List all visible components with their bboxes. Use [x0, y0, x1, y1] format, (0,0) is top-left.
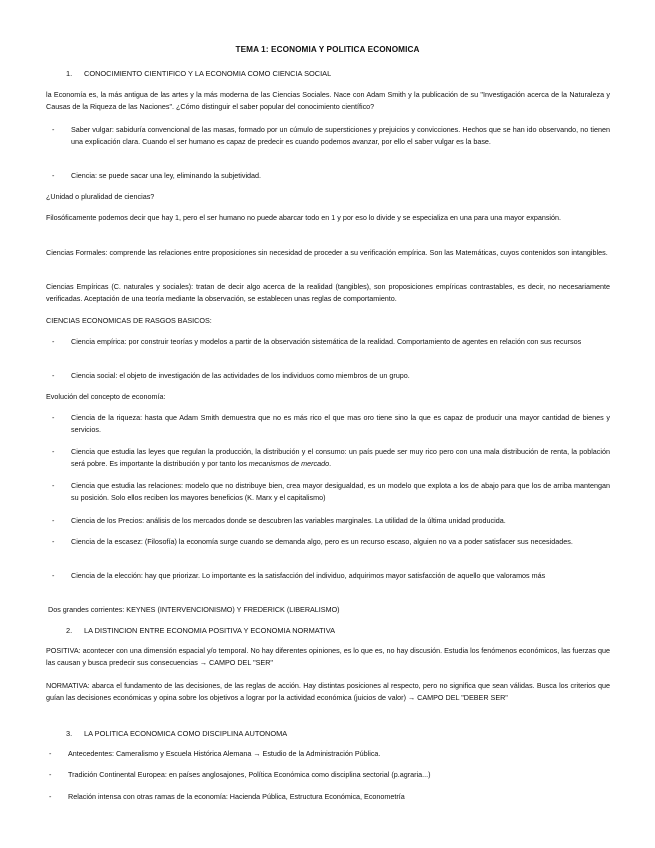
paragraph-positiva: POSITIVA: acontecer con una dimensión espacial y/o temporal. No hay diferentes opiniones, es lo que es, no hay discusión. Estudia los fenómenos económicos, las fuerzas que las causan y busca predecir sus consecuencias → CAMPO DEL "SER" [46, 646, 610, 667]
paragraph-corrientes: Dos grandes corrientes: KEYNES (INTERVENCIONISMO) Y FREDERICK (LIBERALISMO) [48, 605, 340, 614]
paragraph-formales: Ciencias Formales: comprende las relaciones entre proposiciones sin necesidad de proceder a su verificación empírica. Son las Matemáticas, cuyos contenidos son intangibles. [46, 248, 608, 257]
section-title: LA POLITICA ECONOMICA COMO DISCIPLINA AUTONOMA [84, 729, 288, 738]
intro-paragraph: la Economía es, la más antigua de las artes y la más moderna de las Ciencias Sociales. Nace con Adam Smith y la publicación de su "Investigación acerca de la Naturaleza y Causas de la Riqueza de las Naciones". ¿Cómo distinguir el saber popular del conocimiento científico? [46, 90, 610, 111]
subheading-rasgos: CIENCIAS ECONOMICAS DE RASGOS BASICOS: [46, 316, 212, 325]
section-title: CONOCIMIENTO CIENTIFICO Y LA ECONOMIA COMO CIENCIA SOCIAL [84, 69, 332, 78]
document-page: TEMA 1: ECONOMIA Y POLITICA ECONOMICA 1. CONOCIMIENTO CIENTIFICO Y LA ECONOMIA COMO CIENCIA SOCIAL la Economía es, la más antigua de las artes y la más moderna de las Ciencias Sociales. Nace con Adam Smith y la publicación de su "Investigación acerca de la Naturaleza y Causas de la Riqueza de las Naciones". ¿Cómo distinguir el saber popular del conocimiento científico? - Saber vulgar: sabiduría convencional de las masas, formado por un cúmulo de supersticiones y prejuicios y convicciones. Hechos que se han ido observando, no tienen una explicación clara. Cuando el ser humano es capaz de predecir es cuando podemos avanzar, por ello el saber vulgar es la base. - Ciencia: se puede sacar una ley, eliminando la subjetividad. ¿Unidad o pluralidad de ciencias? Filosóficamente podemos decir que hay 1, pero el ser humano no puede abarcar todo en 1 y por eso lo divide y se especializa en una para una mayor expansión. Ciencias Formales: comprende las relaciones entre proposiciones sin necesidad de proceder a su verificación empírica. Son las Matemáticas, cuyos contenidos son intangibles. Ciencias Empíricas (C. naturales y sociales): tratan de decir algo acerca de la realidad (tangibles), son proposiciones empíricas contrastables, es decir, no necesariamente verificadas. Aceptación de una teoría mediante la observación, se establecen unas reglas de comportamiento. CIENCIAS ECONOMICAS DE RASGOS BASICOS: - Ciencia empírica: por construir teorías y modelos a partir de la observación sistemática de la realidad. Comportamiento de agentes en relación con sus recursos - Ciencia social: el objeto de investigación de las actividades de los individuos como miembros de un grupo. Evolución del concepto de economía: - Ciencia de la riqueza: hasta que Adam Smith demuestra que no es más rico el que mas oro tiene sino la que es capaz de producir una mayor cantidad de bienes y servicios. - Ciencia que estudia las leyes que regulan la producción, la distribución y el consumo: un país puede ser muy rico pero con una mala distribución de renta, la población será pobre. Es importante la distribución y por tanto los mecanismos de mercado. - Ciencia que estudia las relaciones: modelo que no distribuye bien, crea mayor desigualdad, es un modelo que explota a los de abajo para que los de arriba mantengan su posición. Solo ellos reciben los mayores beneficios (K. Marx y el capitalismo) - Ciencia de los Precios: análisis de los mercados donde se descubren las variables marginales. La utilidad de la última unidad producida. - Ciencia de la escasez: (Filosofía) la economía surge cuando se demanda algo, pero es un recurso escaso, alguien no va a poder satisfacer sus necesidades. - Ciencia de la elección: hay que priorizar. Lo importante es la satisfacción del individuo, adquirimos mayor satisfacción de aquello que valoramos más Dos grandes corrientes: KEYNES (INTERVENCIONISMO) Y FREDERICK (LIBERALISMO) 2. LA DISTINCION ENTRE ECONOMIA POSITIVA Y ECONOMIA NORMATIVA POSITIVA: acontecer con una dimensión espacial y/o temporal. No hay diferentes opiniones, es lo que es, no hay discusión. Estudia los fenómenos económicos, las fuerzas que las causan y busca predecir sus consecuencias → CAMPO DEL "SER" NORMATIVA: abarca el fundamento de las decisiones, de las reglas de acción. Hay distintas posiciones al respecto, pero no significa que sean válidas. Busca los criterios que guían las decisiones económicas y opina sobre los objetivos a lograr por la actividad económica (juicios de valor) → CAMPO DEL "DEBER SER" 3. LA POLITICA ECONOMICA COMO DISCIPLINA AUTONOMA - Antecedentes: Cameralismo y Escuela Histórica Alemana → Estudio de la Administración Pública. - Tradición Continental Europea: en países anglosajones, Política Económica como disciplina sectorial (p.agraria...) - Relación intensa con otras ramas de la economía: Hacienda Pública, Estructura Económica, Econometría [0, 0, 655, 848]
section-title: LA DISTINCION ENTRE ECONOMIA POSITIVA Y ECONOMIA NORMATIVA [84, 626, 336, 635]
document-title: TEMA 1: ECONOMIA Y POLITICA ECONOMICA [235, 45, 420, 54]
paragraph-question: ¿Unidad o pluralidad de ciencias? [46, 192, 155, 201]
paragraph-normativa: NORMATIVA: abarca el fundamento de las decisiones, de las reglas de acción. Hay distintas posiciones al respecto, pero no significa que sean válidas. Busca los criterios que guían las decisiones económicas y opina sobre los objetivos a lograr por la actividad económica (juicios de valor) → CAMPO DEL "DEBER SER" [46, 681, 610, 702]
section-number: 3. [66, 729, 73, 738]
paragraph-empiricas: Ciencias Empíricas (C. naturales y sociales): tratan de decir algo acerca de la realidad (tangibles), son proposiciones empíricas contrastables, es decir, no necesariamente verificadas. Aceptación de una teoría mediante la observación, se establecen unas reglas de comportamiento. [46, 282, 610, 303]
section-number: 2. [66, 626, 73, 635]
section-number: 1. [66, 69, 73, 78]
paragraph-filosofica: Filosóficamente podemos decir que hay 1, pero el ser humano no puede abarcar todo en 1 y por eso lo divide y se especializa en una para una mayor expansión. [46, 213, 562, 222]
subheading-evolucion: Evolución del concepto de economía: [46, 392, 166, 401]
emphasis-text: mecanismos de mercado [248, 459, 330, 468]
